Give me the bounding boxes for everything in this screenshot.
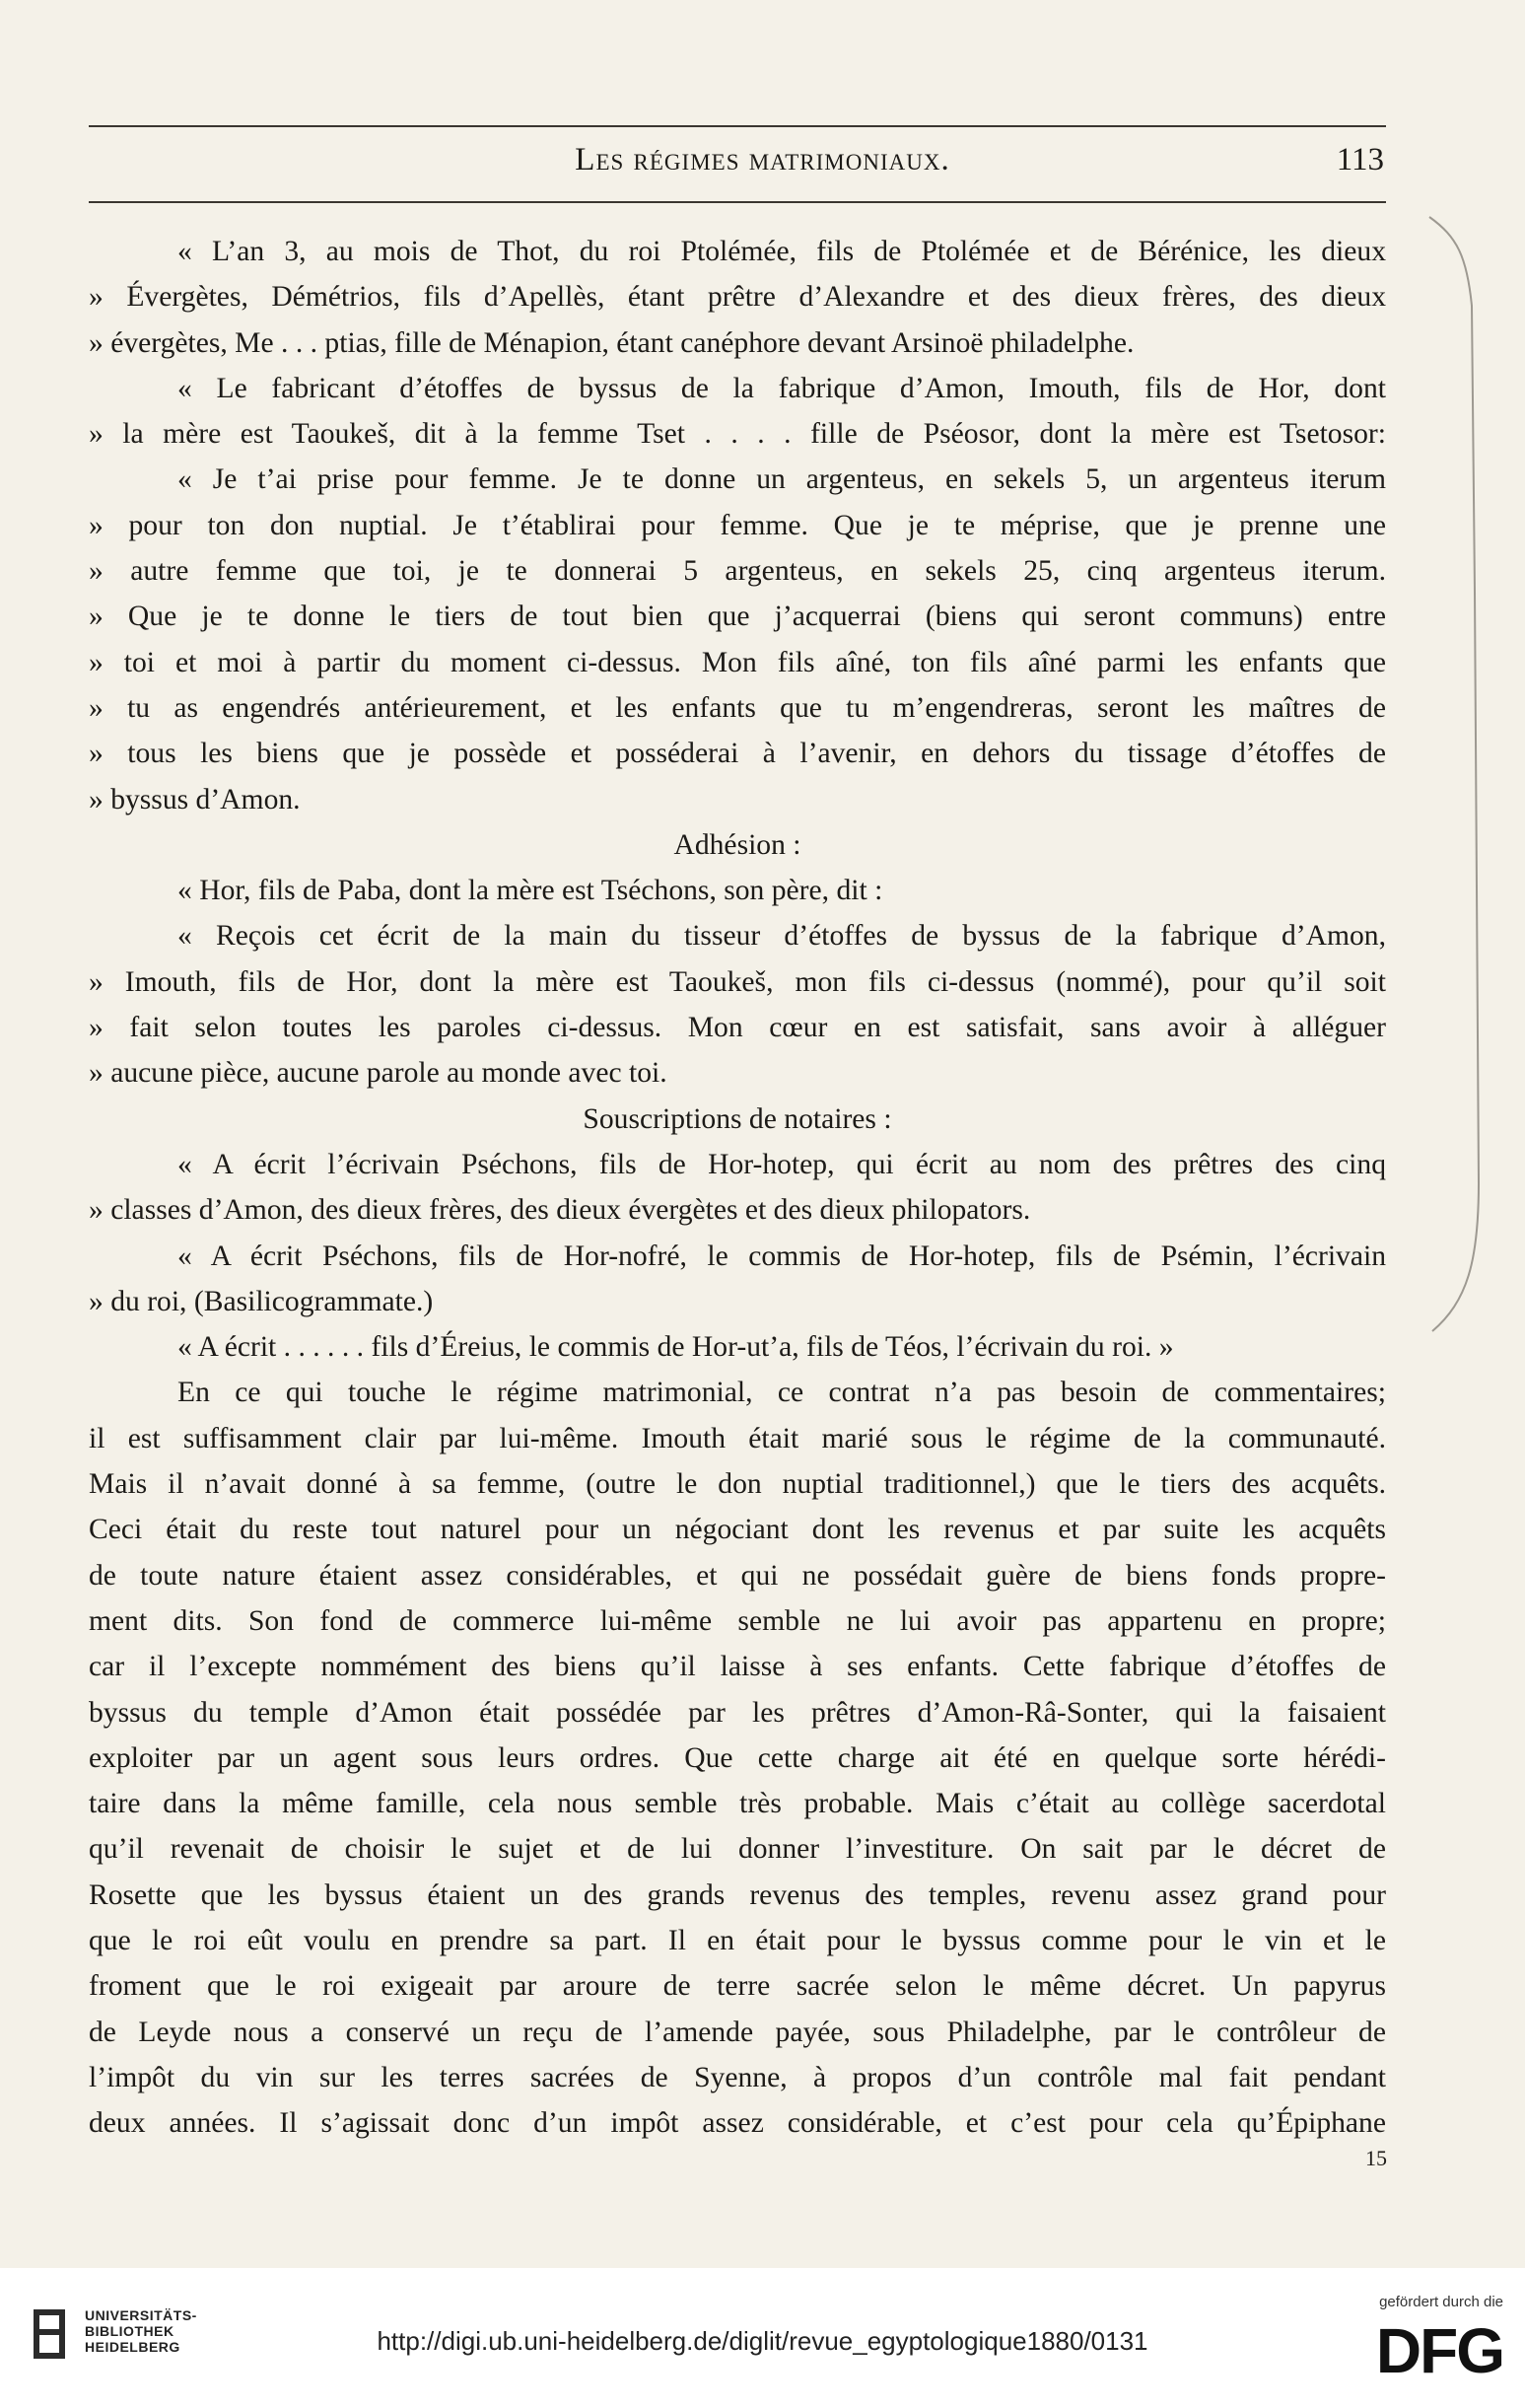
text-line: » Que je te donne le tiers de tout bien que j’acquerrai (biens qui seront communs) entre [89, 601, 1386, 633]
text-line: de Leyde nous a conservé un reçu de l’amende payée, sous Philadelphe, par le contrôleur de [89, 2016, 1386, 2048]
text-line: » classes d’Amon, des dieux frères, des dieux évergètes et des dieux philopators. [89, 1194, 1031, 1227]
text-line: car il l’excepte nommément des biens qu’il laisse à ses enfants. Cette fabrique d’étoffes de [89, 1651, 1386, 1683]
text-line: » toi et moi à partir du moment ci-dessus. Mon fils aîné, ton fils aîné parmi les enfants que [89, 646, 1386, 678]
text-line: byssus du temple d’Amon était possédée par les prêtres d’Amon-Râ-Sonter, qui la faisaient [89, 1696, 1386, 1729]
text-line: » la mère est Taoukeš, dit à la femme Tset . . . . fille de Pséosor, dont la mère est Tsetosor: [89, 418, 1386, 451]
text-line: » tu as engendrés antérieurement, et les enfants que tu m’engendreras, seront les maîtres de [89, 691, 1386, 724]
section-heading-adhesion: Adhésion : [673, 828, 801, 861]
text-line: « A écrit . . . . . . fils d’Éreius, le commis de Hor-ut’a, fils de Téos, l’écrivain du roi. » [177, 1331, 1174, 1364]
text-line: l’impôt du vin sur les terres sacrées de Syenne, à propos d’un contrôle mal fait pendant [89, 2061, 1386, 2093]
text-line: « Le fabricant d’étoffes de byssus de la fabrique d’Amon, Imouth, fils de Hor, dont [177, 372, 1386, 404]
text-line: » fait selon toutes les paroles ci-dessus. Mon cœur en est satisfait, sans avoir à alléguer [89, 1012, 1386, 1044]
header-top-rule [89, 125, 1386, 127]
text-line: » autre femme que toi, je te donnerai 5 argenteus, en sekels 25, cinq argenteus iterum. [89, 555, 1386, 588]
text-line: » pour ton don nuptial. Je t’établirai pour femme. Que je te méprise, que je prenne une [89, 509, 1386, 541]
header-bottom-rule [89, 201, 1386, 203]
signature-mark: 15 [1365, 2146, 1387, 2170]
text-line: de toute nature étaient assez considérables, et qui ne possédait guère de biens fonds propre- [89, 1559, 1386, 1592]
text-line: » évergètes, Me . . . ptias, fille de Ménapion, étant canéphore devant Arsinoë philadelphe. [89, 326, 1135, 359]
text-line: » du roi, (Basilicogrammate.) [89, 1285, 434, 1317]
running-head: Les régimes matrimoniaux. [575, 142, 950, 177]
footer-bar [0, 2268, 1525, 2408]
text-line: « L’an 3, au mois de Thot, du roi Ptolémée, fils de Ptolémée et de Bérénice, les dieux [177, 236, 1386, 267]
text-line: « Hor, fils de Paba, dont la mère est Tséchons, son père, dit : [177, 875, 883, 907]
text-line: « Reçois cet écrit de la main du tisseur d’étoffes de byssus de la fabrique d’Amon, [177, 920, 1386, 953]
institution-line: HEIDELBERG [85, 2339, 180, 2355]
institution-line: BIBLIOTHEK [85, 2323, 174, 2339]
text-line: Mais il n’avait donné à sa femme, (outre le don nuptial traditionnel,) que le tiers des acquêts. [89, 1468, 1386, 1501]
text-line: En ce qui touche le régime matrimonial, ce contrat n’a pas besoin de commentaires; [177, 1377, 1386, 1409]
section-heading-souscriptions: Souscriptions de notaires : [583, 1102, 892, 1135]
pencil-margin-mark [1427, 197, 1487, 1341]
text-line: » tous les biens que je possède et posséderai à l’avenir, en dehors du tissage d’étoffes de [89, 738, 1386, 770]
institution-line: UNIVERSITÄTS- [85, 2307, 197, 2323]
text-line: » Imouth, fils de Hor, dont la mère est Taoukeš, mon fils ci-dessus (nommé), pour qu’il soit [89, 965, 1386, 998]
body-text [89, 229, 1386, 2146]
page-number: 113 [1336, 142, 1384, 177]
text-line: « A écrit l’écrivain Pséchons, fils de Hor-hotep, qui écrit au nom des prêtres des cinq [177, 1148, 1386, 1180]
text-line: deux années. Il s’agissait donc d’un impôt assez considérable, et c’est pour cela qu’Épiphane [89, 2107, 1386, 2140]
text-line: » byssus d’Amon. [89, 783, 301, 815]
text-line: exploiter par un agent sous leurs ordres. Que cette charge ait été en quelque sorte hérédi- [89, 1741, 1386, 1774]
funded-by-label: gefördert durch die [1379, 2294, 1503, 2310]
text-line: Ceci était du reste tout naturel pour un négociant dont les revenus et par suite les acquêts [89, 1514, 1386, 1546]
text-line: » Évergètes, Démétrios, fils d’Apellès, étant prêtre d’Alexandre et des dieux frères, des dieux [89, 281, 1386, 314]
text-line: il est suffisamment clair par lui-même. Imouth était marié sous le régime de la communauté. [89, 1422, 1386, 1454]
text-line: froment que le roi exigeait par aroure de terre sacrée selon le même décret. Un papyrus [89, 1970, 1386, 2003]
text-line: « Je t’ai prise pour femme. Je te donne un argenteus, en sekels 5, un argenteus iterum [177, 463, 1386, 496]
text-line: taire dans la même famille, cela nous semble très probable. Mais c’était au collège sacerdotal [89, 1788, 1386, 1820]
text-line: « A écrit Pséchons, fils de Hor-nofré, le commis de Hor-hotep, fils de Psémin, l’écrivain [177, 1239, 1386, 1272]
text-line: Rosette que les byssus étaient un des grands revenus des temples, revenu assez grand pour [89, 1878, 1386, 1911]
text-line: que le roi eût voulu en prendre sa part. Il en était pour le byssus comme pour le vin et le [89, 1924, 1386, 1956]
text-line: qu’il revenait de choisir le sujet et de lui donner l’investiture. On sait par le décret de [89, 1833, 1386, 1866]
dfg-logo: DFG [1375, 2315, 1503, 2386]
text-line: ment dits. Son fond de commerce lui-même semble ne lui avoir pas appartenu en propre; [89, 1604, 1386, 1637]
source-url[interactable]: http://digi.ub.uni-heidelberg.de/diglit/revue_egyptologique1880/0131 [377, 2326, 1148, 2356]
text-line: » aucune pièce, aucune parole au monde avec toi. [89, 1057, 667, 1090]
